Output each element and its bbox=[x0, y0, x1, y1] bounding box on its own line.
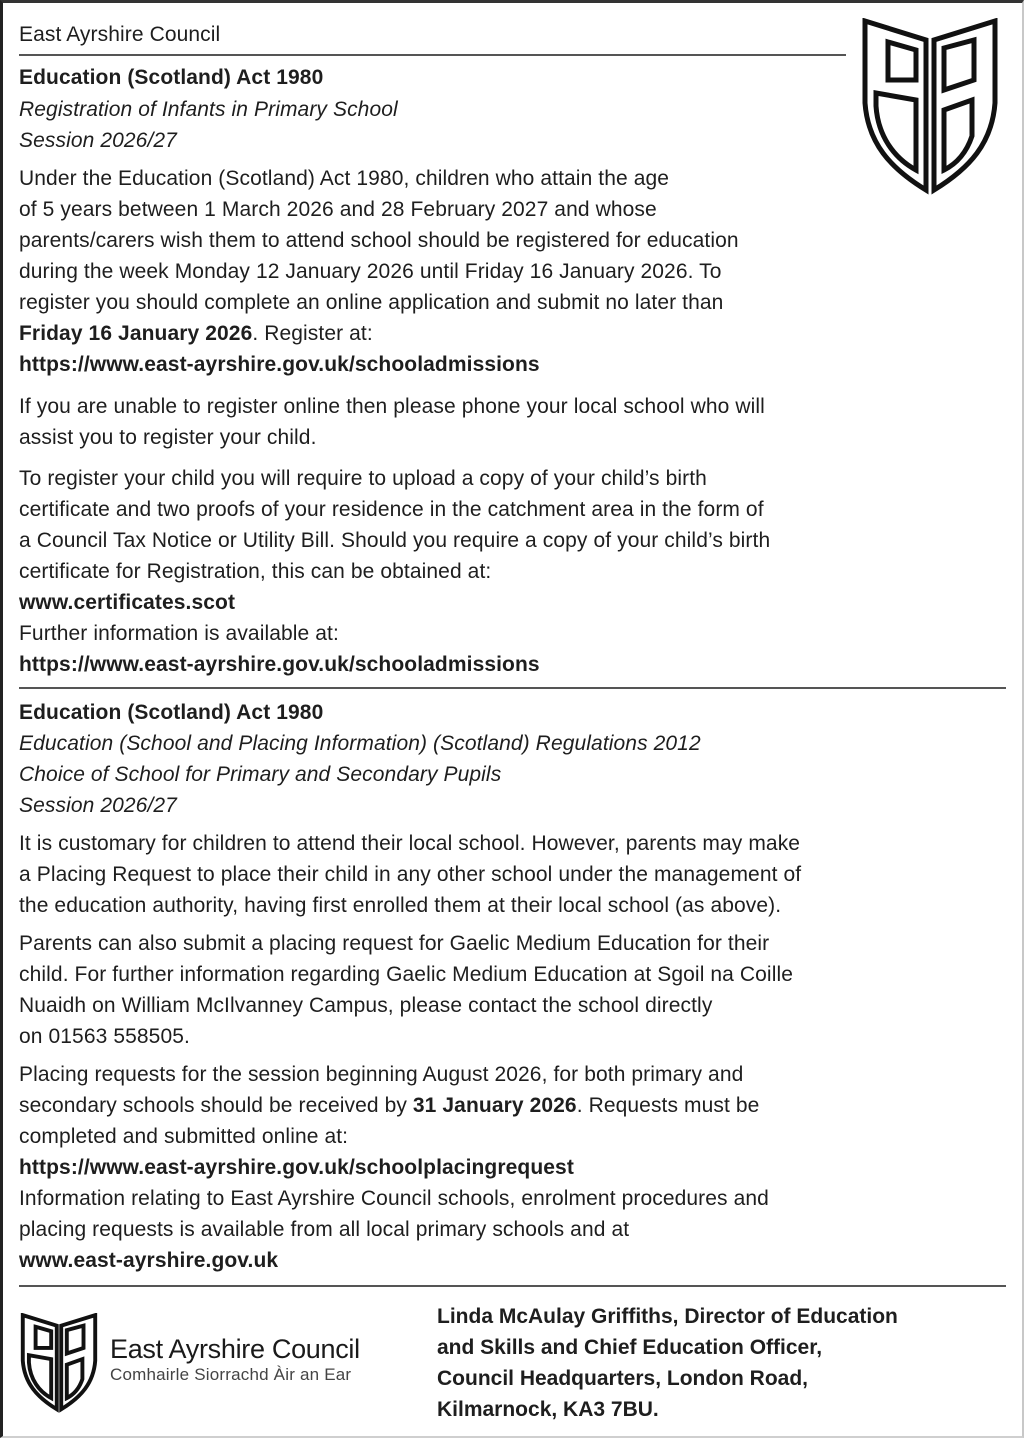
section1-session: Session 2026/27 bbox=[19, 129, 177, 152]
placing-request-link[interactable]: https://www.east-ayrshire.gov.uk/schoolplacingrequest bbox=[19, 1156, 574, 1179]
header-divider bbox=[19, 54, 846, 56]
council-crest-icon bbox=[20, 1313, 98, 1413]
placing-deadline: 31 January 2026 bbox=[412, 1094, 577, 1117]
council-website-link[interactable]: www.east-ayrshire.gov.uk bbox=[19, 1249, 279, 1272]
school-admissions-link[interactable]: https://www.east-ayrshire.gov.uk/schooladmissions bbox=[19, 353, 540, 376]
section2-para2-line: Nuaidh on William McIlvanney Campus, please contact the school directly bbox=[19, 994, 713, 1017]
section2-para1-line: It is customary for children to attend their local school. However, parents may make bbox=[19, 832, 801, 855]
signoff-line: Kilmarnock, KA3 7BU. bbox=[437, 1398, 659, 1421]
section1-para1-line: Under the Education (Scotland) Act 1980, children who attain the age bbox=[19, 167, 670, 190]
registration-deadline: Friday 16 January 2026 bbox=[19, 322, 253, 345]
section1-para3-line: certificate and two proofs of your residence in the catchment area in the form of bbox=[19, 498, 764, 521]
council-crest-icon bbox=[860, 18, 1000, 196]
section2-para3-line: Placing requests for the session beginning August 2026, for both primary and bbox=[19, 1063, 744, 1086]
section2-heading: Education (Scotland) Act 1980 bbox=[19, 701, 324, 724]
section2-para1-line: a Placing Request to place their child in any other school under the management of bbox=[19, 863, 802, 886]
register-at-text: . Register at: bbox=[252, 322, 373, 345]
school-admissions-link-2[interactable]: https://www.east-ayrshire.gov.uk/schooladmissions bbox=[19, 653, 540, 676]
section2-para3-deadline-line bbox=[19, 1090, 759, 1121]
section2-para3-line: completed and submitted online at: bbox=[19, 1125, 349, 1148]
section1-heading: Education (Scotland) Act 1980 bbox=[19, 66, 324, 89]
footer-logo bbox=[110, 1334, 360, 1386]
section-divider bbox=[19, 687, 1006, 689]
signoff-line: Linda McAulay Griffiths, Director of Education bbox=[437, 1305, 898, 1328]
section1-para3-line: To register your child you will require to upload a copy of your child’s birth bbox=[19, 467, 707, 490]
organisation-name: East Ayrshire Council bbox=[19, 23, 221, 46]
section1-para1-line: of 5 years between 1 March 2026 and 28 February 2027 and whose bbox=[19, 198, 657, 221]
section2-para1-line: the education authority, having first enrolled them at their local school (as above). bbox=[19, 894, 782, 917]
section2-para2-line: Parents can also submit a placing request for Gaelic Medium Education for their bbox=[19, 932, 770, 955]
section1-para2-line: If you are unable to register online then please phone your local school who will bbox=[19, 395, 765, 418]
footer-logo-subtitle: Comhairle Siorrachd Àir an Ear bbox=[110, 1365, 352, 1384]
section1-para3-line: Further information is available at: bbox=[19, 622, 339, 645]
section2-subtitle: Choice of School for Primary and Secondary Pupils bbox=[19, 763, 502, 786]
section2-session: Session 2026/27 bbox=[19, 794, 177, 817]
footer-divider bbox=[19, 1285, 1006, 1287]
section2-para2-phone: on 01563 558505. bbox=[19, 1025, 190, 1048]
signoff-line: Council Headquarters, London Road, bbox=[437, 1367, 809, 1390]
section1-para1-deadline-line bbox=[19, 318, 373, 349]
section2-para3-line: placing requests is available from all local primary schools and at bbox=[19, 1218, 630, 1241]
section2-para2-line: child. For further information regarding Gaelic Medium Education at Sgoil na Coille bbox=[19, 963, 794, 986]
deadline-post-text: . Requests must be bbox=[576, 1094, 760, 1117]
certificates-link[interactable]: www.certificates.scot bbox=[19, 591, 236, 614]
signoff-block bbox=[437, 1301, 898, 1425]
footer-logo-title: East Ayrshire Council bbox=[110, 1334, 360, 1364]
section1-para3-line: certificate for Registration, this can be obtained at: bbox=[19, 560, 492, 583]
section1-para1-line: during the week Monday 12 January 2026 until Friday 16 January 2026. To bbox=[19, 260, 722, 283]
section1-subtitle: Registration of Infants in Primary School bbox=[19, 98, 398, 121]
section1-para3-line: a Council Tax Notice or Utility Bill. Should you require a copy of your child’s birth bbox=[19, 529, 771, 552]
section2-subtitle: Education (School and Placing Information) (Scotland) Regulations 2012 bbox=[19, 732, 701, 755]
section1-para1-line: register you should complete an online application and submit no later than bbox=[19, 291, 724, 314]
section2-para3-line: Information relating to East Ayrshire Council schools, enrolment procedures and bbox=[19, 1187, 769, 1210]
deadline-pre-text: secondary schools should be received by bbox=[19, 1094, 413, 1117]
signoff-line: and Skills and Chief Education Officer, bbox=[437, 1336, 823, 1359]
section1-para2-line: assist you to register your child. bbox=[19, 426, 317, 449]
section1-para1-line: parents/carers wish them to attend school should be registered for education bbox=[19, 229, 739, 252]
